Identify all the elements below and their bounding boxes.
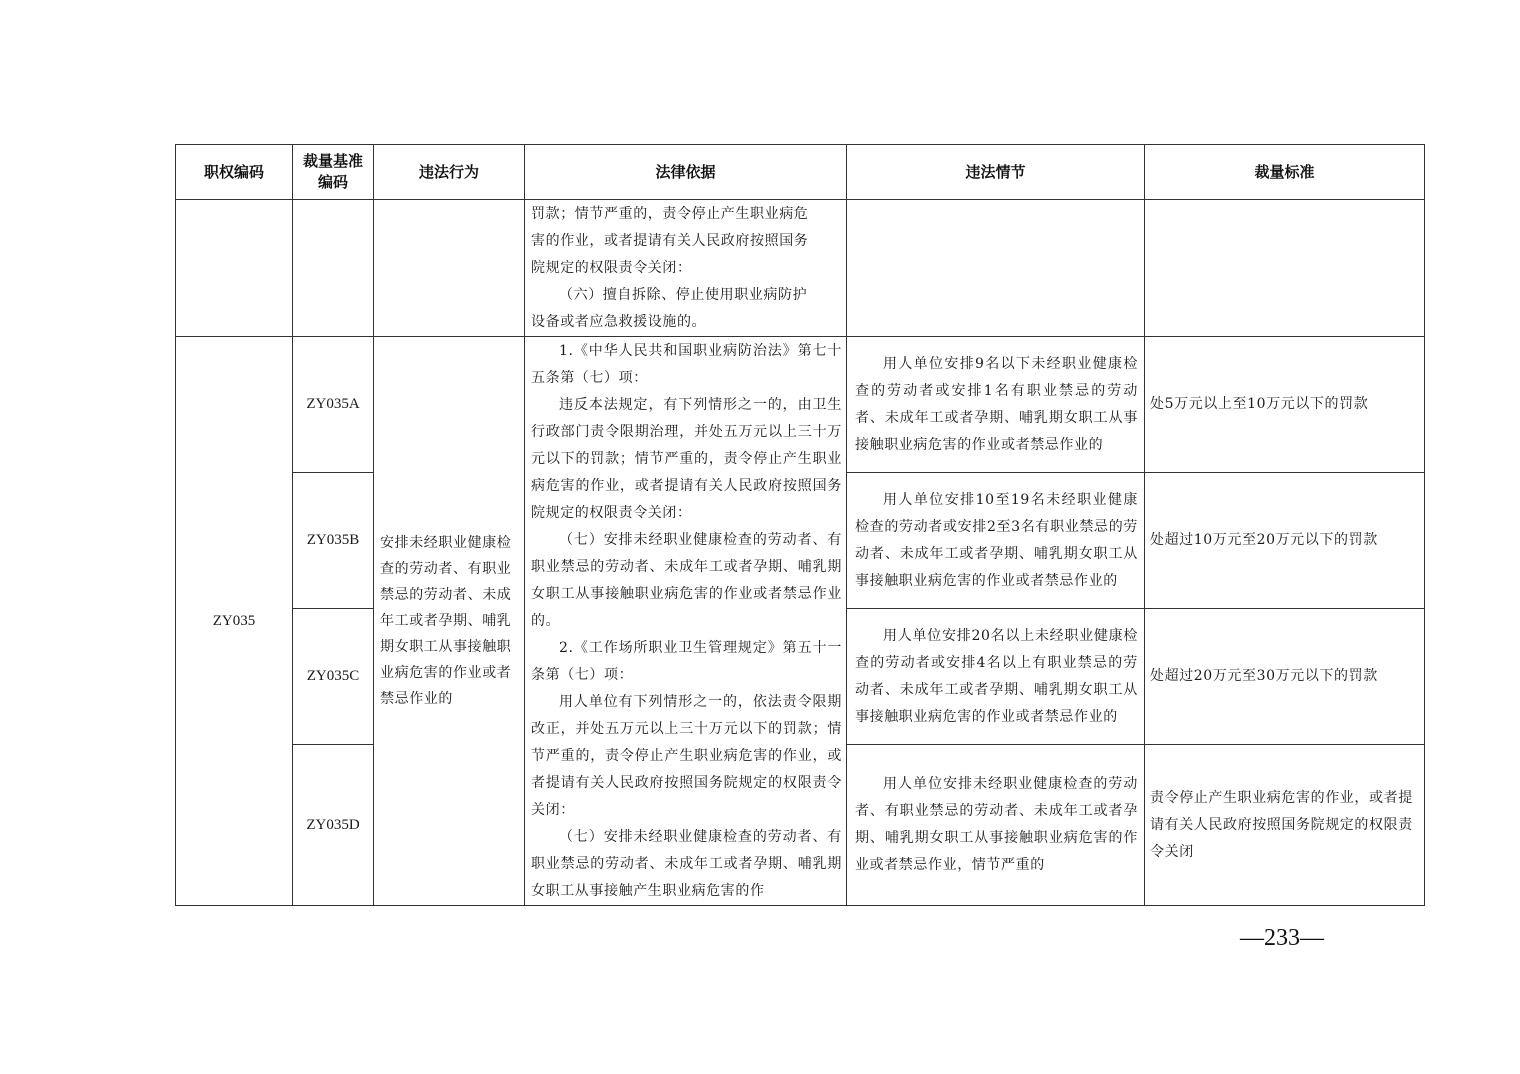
table-row [176,337,1425,473]
empty-cell [847,200,1145,337]
law-paragraph: 2.《工作场所职业卫生管理规定》第五十一条第（七）项： [531,640,842,683]
standard-cell: 处超过20万元至30万元以下的罚款 [1145,609,1425,745]
benchmark-code-cell: ZY035C [293,609,374,745]
empty-cell [374,200,525,337]
circumstance-cell [847,745,1145,906]
header-circumstance: 违法情节 [847,145,1145,200]
circumstance-cell [847,473,1145,609]
penalty-discretion-table [175,144,1425,906]
page-number: —233— [1240,925,1324,951]
header-benchmark-code-line1: 裁量基准 [302,152,363,170]
empty-cell [176,200,293,337]
header-standard: 裁量标准 [1145,145,1425,200]
law-paragraph: （七）安排未经职业健康检查的劳动者、有职业禁忌的劳动者、未成年工或者孕期、哺乳期女职工从事接触职业病危害的作业或者禁忌作业的。 [531,532,842,629]
empty-cell [1145,200,1425,337]
circumstance-cell [847,609,1145,745]
benchmark-code-cell: ZY035D [293,745,374,906]
circumstance-text: 用人单位安排10至19名未经职业健康检查的劳动者或安排2至3名有职业禁忌的劳动者、未成年工或者孕期、哺乳期女职工从事接触职业病危害的作业或者禁忌作业的 [855,491,1138,589]
table-header-row [176,145,1425,200]
law-paragraph: 用人单位有下列情形之一的，依法责令限期改正，并处五万元以上三十万元以下的罚款；情节严重的，责令停止产生职业病危害的作业，或者提请有关人民政府按照国务院规定的权限责令关闭： [531,694,842,818]
law-line: 罚款；情节严重的，责令停止产生职业病危 [531,206,809,222]
circumstance-text: 用人单位安排20名以上未经职业健康检查的劳动者或安排4名以上有职业禁忌的劳动者、未成年工或者孕期、哺乳期女职工从事接触职业病危害的作业或者禁忌作业的 [855,627,1138,725]
header-power-code: 职权编码 [176,145,293,200]
law-line: 院规定的权限责令关闭： [531,260,692,276]
header-benchmark-code [293,145,374,200]
circumstance-text: 用人单位安排未经职业健康检查的劳动者、有职业禁忌的劳动者、未成年工或者孕期、哺乳期女职工从事接触职业病危害的作业或者禁忌作业，情节严重的 [855,776,1138,873]
empty-cell [293,200,374,337]
standard-cell: 处超过10万元至20万元以下的罚款 [1145,473,1425,609]
continuation-legal-basis [525,200,847,337]
law-line: 害的作业，或者提请有关人民政府按照国务 [531,233,809,249]
violation-cell: 安排未经职业健康检查的劳动者、有职业禁忌的劳动者、未成年工或者孕期、哺乳期女职工从事接触职业病危害的作业或者禁忌作业的 [374,337,525,906]
circumstance-text: 用人单位安排9名以下未经职业健康检查的劳动者或安排1名有职业禁忌的劳动者、未成年工或者孕期、哺乳期女职工从事接触职业病危害的作业或者禁忌作业的 [855,355,1138,453]
header-benchmark-code-line2: 编码 [317,173,348,191]
header-legal-basis: 法律依据 [525,145,847,200]
continuation-row [176,200,1425,337]
legal-basis-cell [525,337,847,906]
benchmark-code-cell: ZY035B [293,473,374,609]
standard-cell: 责令停止产生职业病危害的作业，或者提请有关人民政府按照国务院规定的权限责令关闭 [1145,745,1425,906]
power-code-cell: ZY035 [176,337,293,906]
law-line: 设备或者应急救援设施的。 [531,314,707,330]
law-paragraph: 1.《中华人民共和国职业病防治法》第七十五条第（七）项： [531,343,842,386]
header-violation: 违法行为 [374,145,525,200]
circumstance-cell [847,337,1145,473]
law-paragraph: 违反本法规定，有下列情形之一的，由卫生行政部门责令限期治理，并处五万元以上三十万元以下的罚款；情节严重的，责令停止产生职业病危害的作业，或者提请有关人民政府按照国务院规定的权限责令关闭： [531,397,842,521]
law-paragraph: （七）安排未经职业健康检查的劳动者、有职业禁忌的劳动者、未成年工或者孕期、哺乳期女职工从事接触产生职业病危害的作 [531,829,842,899]
law-line: （六）擅自拆除、停止使用职业病防护 [559,287,808,303]
benchmark-code-cell: ZY035A [293,337,374,473]
standard-cell: 处5万元以上至10万元以下的罚款 [1145,337,1425,473]
